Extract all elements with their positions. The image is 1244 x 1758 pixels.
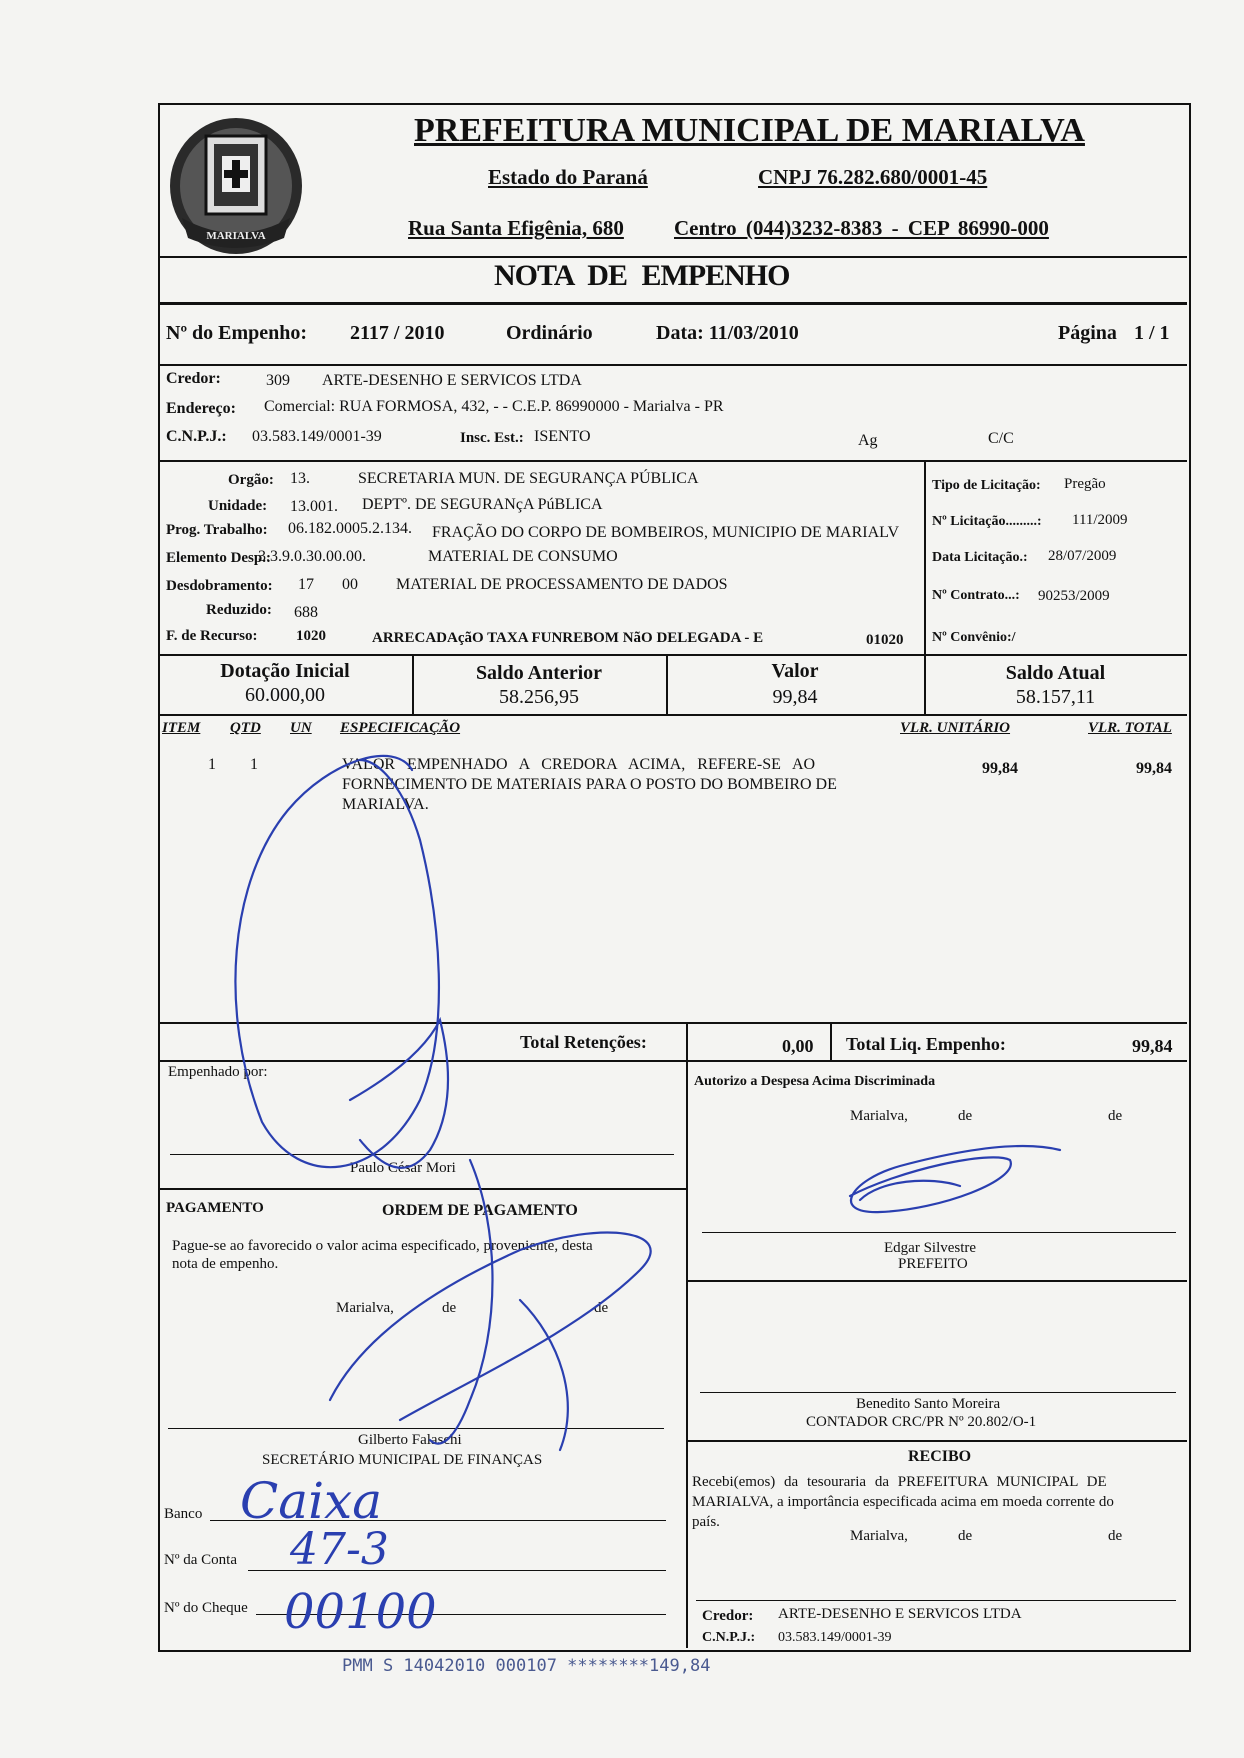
divider — [830, 1022, 832, 1060]
saldo-anterior-value: 58.256,95 — [499, 686, 579, 708]
recibo-line2: MARIALVA, a importância especificada acima em moeda corrente do — [692, 1494, 1114, 1510]
benedito-name: Benedito Santo Moreira — [856, 1396, 1001, 1412]
autorizo-marialva: Marialva, — [850, 1108, 908, 1124]
valor-value: 99,84 — [772, 686, 818, 708]
cnpj-value: 03.583.149/0001-39 — [252, 428, 382, 445]
divider — [158, 714, 1187, 716]
recibo-cnpj-label: C.N.P.J.: — [702, 1630, 756, 1645]
handwritten-conta: 47-3 — [290, 1524, 389, 1575]
signature-line — [696, 1600, 1176, 1601]
prog-value: FRAÇÃO DO CORPO DE BOMBEIROS, MUNICIPIO DE MARIALV — [432, 524, 900, 541]
svg-text:MARIALVA: MARIALVA — [206, 230, 266, 242]
autorizo-label: Autorizo a Despesa Acima Discriminada — [694, 1074, 936, 1089]
col-vlr-total: VLR. TOTAL — [1088, 720, 1172, 736]
recurso-code: 1020 — [296, 628, 326, 644]
divider — [158, 302, 1187, 305]
num-licitacao-value: 111/2009 — [1072, 512, 1128, 528]
col-un: UN — [290, 720, 312, 736]
footer-stamp: PMM S 14042010 000107 ********149,84 — [342, 1656, 711, 1676]
divider — [686, 1060, 688, 1648]
tipo-licitacao-value: Pregão — [1064, 476, 1106, 492]
tipo-licitacao-label: Tipo de Licitação: — [932, 478, 1041, 493]
paulo-name: Paulo César Mori — [350, 1160, 456, 1176]
saldo-atual-label: Saldo Atual — [1005, 662, 1106, 684]
empenhado-por-label: Empenhado por: — [168, 1064, 268, 1080]
item-desc-line1: VALOR EMPENHADO A CREDORA ACIMA, REFERE-SE AO — [342, 756, 816, 773]
ordem-marialva: Marialva, — [336, 1300, 394, 1316]
reduzido-label: Reduzido: — [206, 602, 272, 618]
divider — [158, 256, 1187, 258]
recibo-de1: de — [958, 1528, 973, 1544]
col-vlr-unitario: VLR. UNITÁRIO — [900, 720, 1011, 736]
recibo-line3: país. — [692, 1514, 720, 1530]
desd-value: MATERIAL DE PROCESSAMENTO DE DADOS — [396, 576, 728, 593]
recibo-marialva: Marialva, — [850, 1528, 908, 1544]
recibo-credor-value: ARTE-DESENHO E SERVICOS LTDA — [778, 1606, 1022, 1622]
valor-label: Valor — [771, 660, 819, 682]
data-licitacao-value: 28/07/2009 — [1048, 548, 1117, 564]
autorizo-de2: de — [1108, 1108, 1123, 1124]
header-address: Rua Santa Efigênia, 680 — [408, 216, 624, 240]
orgao-value: SECRETARIA MUN. DE SEGURANÇA PÚBLICA — [358, 470, 699, 487]
empenho-number: 2117 / 2010 — [350, 322, 445, 344]
ag-label: Ag — [858, 432, 878, 449]
item-desc-line3: MARIALVA. — [342, 796, 429, 813]
elem-value: MATERIAL DE CONSUMO — [428, 548, 618, 565]
header-cnpj: CNPJ 76.282.680/0001-45 — [758, 165, 988, 189]
divider — [158, 1188, 686, 1190]
recurso-value: ARRECADAçãO TAXA FUNREBOM NãO DELEGADA - E — [372, 630, 764, 646]
document-title: NOTA DE EMPENHO — [494, 259, 790, 292]
insc-value: ISENTO — [534, 428, 591, 445]
edgar-name: Edgar Silvestre — [884, 1240, 977, 1256]
handwritten-cheque: 00100 — [284, 1584, 437, 1640]
saldo-atual-value: 58.157,11 — [1015, 686, 1096, 708]
cnpj-label: C.N.P.J.: — [166, 428, 227, 445]
convenio-label: Nº Convênio:/ — [932, 630, 1016, 645]
empenho-type: Ordinário — [506, 322, 593, 344]
page-title: PREFEITURA MUNICIPAL DE MARIALVA — [414, 112, 1085, 149]
prefeito-title: PREFEITO — [898, 1256, 968, 1272]
cc-label: C/C — [988, 430, 1014, 447]
pagamento-label: PAGAMENTO — [166, 1200, 264, 1216]
orgao-code: 13. — [290, 470, 310, 487]
empenho-label: Nº do Empenho: — [166, 322, 308, 344]
pague-line1: Pague-se ao favorecido o valor acima especificado, proveniente, desta — [172, 1238, 593, 1254]
divider — [924, 460, 926, 656]
cheque-label: Nº do Cheque — [164, 1600, 248, 1616]
signature-line — [168, 1428, 664, 1429]
unidade-code: 13.001. — [290, 498, 338, 515]
prog-code: 06.182.0005.2.134. — [288, 520, 412, 537]
secretario-title: SECRETÁRIO MUNICIPAL DE FINANÇAS — [262, 1452, 543, 1468]
credor-label: Credor: — [166, 370, 221, 387]
divider — [686, 1022, 688, 1060]
divider — [686, 1440, 1187, 1442]
recibo-line1: Recebi(emos) da tesouraria da PREFEITURA MUNICIPAL DE — [692, 1474, 1107, 1490]
total-liq-value: 99,84 — [1132, 1036, 1173, 1056]
col-qtd: QTD — [230, 720, 261, 736]
desd-b: 00 — [342, 576, 358, 593]
autorizo-de1: de — [958, 1108, 973, 1124]
item-unit-value: 99,84 — [982, 760, 1018, 777]
endereco-label: Endereço: — [166, 400, 236, 417]
page-number: 1 / 1 — [1134, 322, 1170, 344]
header-contact: Centro (044)3232-8383 - CEP 86990-000 — [674, 216, 1049, 240]
recibo-cnpj-value: 03.583.149/0001-39 — [778, 1630, 892, 1645]
conta-label: Nº da Conta — [164, 1552, 237, 1568]
divider — [158, 460, 1187, 462]
data-licitacao-label: Data Licitação.: — [932, 550, 1028, 565]
elem-label: Elemento Desp.: — [166, 550, 271, 566]
total-retencoes-value: 0,00 — [782, 1036, 814, 1056]
unidade-label: Unidade: — [208, 498, 268, 514]
signature-line — [702, 1232, 1176, 1233]
ordem-de1: de — [442, 1300, 457, 1316]
dotacao-label: Dotação Inicial — [220, 660, 350, 682]
recibo-de2: de — [1108, 1528, 1123, 1544]
insc-label: Insc. Est.: — [460, 430, 524, 446]
col-especificacao: ESPECIFICAÇÃO — [340, 720, 461, 736]
page-label: Página — [1058, 322, 1117, 344]
credor-code: 309 — [266, 372, 290, 389]
divider — [158, 364, 1187, 366]
recibo-credor-label: Credor: — [702, 1608, 754, 1624]
reduzido-value: 688 — [294, 604, 318, 621]
contador-title: CONTADOR CRC/PR Nº 20.802/O-1 — [806, 1414, 1037, 1430]
desd-a: 17 — [298, 576, 314, 593]
credor-name: ARTE-DESENHO E SERVICOS LTDA — [322, 372, 582, 389]
contrato-value: 90253/2009 — [1038, 588, 1110, 604]
state-label: Estado do Paraná — [488, 165, 648, 189]
endereco-value: Comercial: RUA FORMOSA, 432, - - C.E.P. 86990000 - Marialva - PR — [264, 398, 724, 415]
divider — [158, 1060, 1187, 1062]
total-liq-label: Total Liq. Empenho: — [846, 1034, 1006, 1054]
signature-line — [700, 1392, 1176, 1393]
saldo-anterior-label: Saldo Anterior — [475, 662, 603, 684]
divider — [686, 1280, 1187, 1282]
divider — [158, 654, 1187, 656]
empenho-date: Data: 11/03/2010 — [656, 322, 799, 344]
municipal-crest-icon — [162, 108, 310, 258]
col-item: ITEM — [162, 720, 201, 736]
dotacao-value: 60.000,00 — [245, 684, 325, 706]
total-retencoes-label: Total Retenções: — [520, 1032, 647, 1052]
signature-line — [170, 1154, 674, 1155]
desd-label: Desdobramento: — [166, 578, 273, 594]
banco-label: Banco — [164, 1506, 203, 1522]
handwritten-banco: Caixa — [240, 1472, 383, 1530]
divider — [158, 1022, 1187, 1024]
recurso-code2: 01020 — [866, 632, 904, 648]
num-licitacao-label: Nº Licitação.........: — [932, 514, 1042, 529]
contrato-label: Nº Contrato...: — [932, 588, 1020, 603]
prog-label: Prog. Trabalho: — [166, 522, 268, 538]
ordem-de2: de — [594, 1300, 609, 1316]
elem-code: 3.3.9.0.30.00.00. — [258, 548, 366, 565]
item-total-value: 99,84 — [1136, 760, 1172, 777]
ordem-pagamento-label: ORDEM DE PAGAMENTO — [382, 1202, 578, 1219]
unidade-value: DEPTº. DE SEGURANçA PúBLICA — [362, 496, 603, 513]
orgao-label: Orgão: — [228, 472, 274, 488]
item-number: 1 — [208, 756, 216, 773]
recibo-title: RECIBO — [908, 1448, 972, 1465]
recurso-label: F. de Recurso: — [166, 628, 258, 644]
item-qtd: 1 — [250, 756, 258, 773]
gilberto-name: Gilberto Falaschi — [358, 1432, 462, 1448]
pague-line2: nota de empenho. — [172, 1256, 279, 1272]
item-desc-line2: FORNECIMENTO DE MATERIAIS PARA O POSTO DO BOMBEIRO DE — [342, 776, 837, 793]
